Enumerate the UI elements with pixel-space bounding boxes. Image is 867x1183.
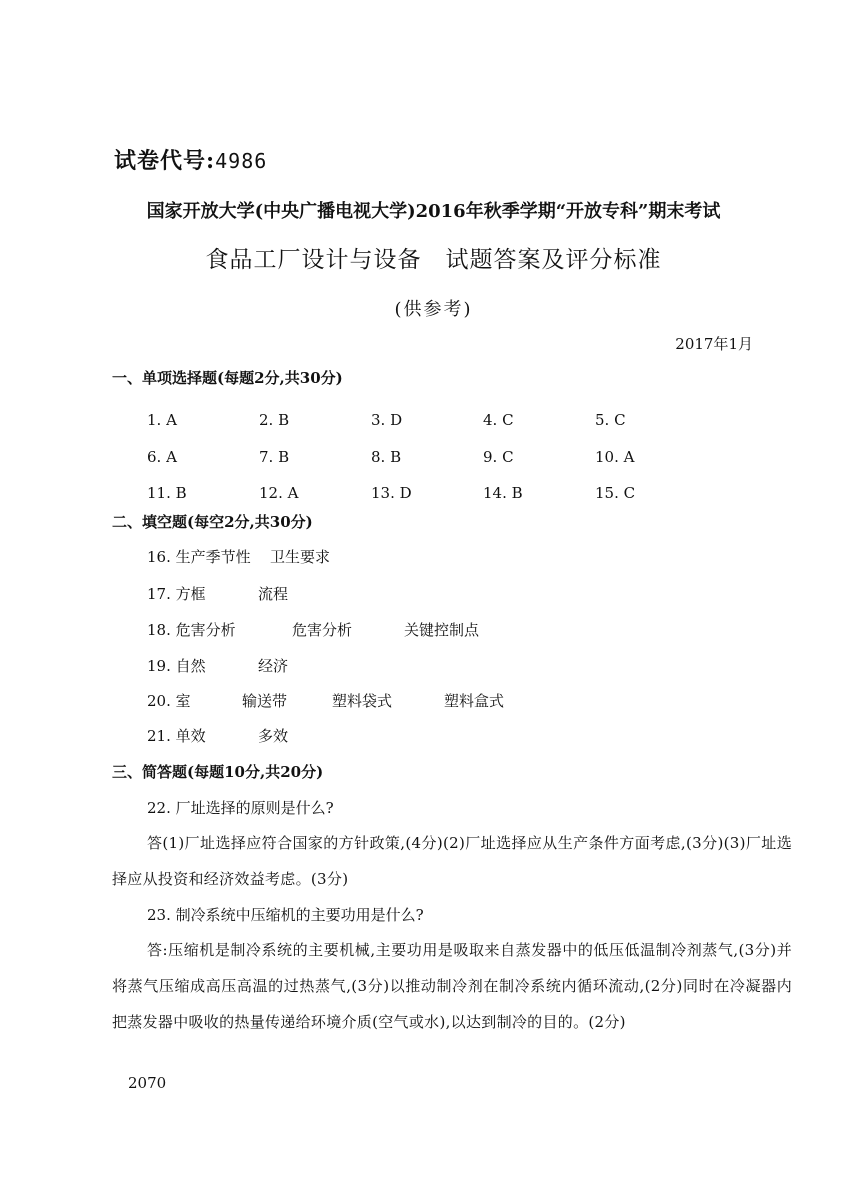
- exam-date: 2017年1月: [675, 335, 753, 353]
- section-heading-single-choice: 一、单项选择题(每题2分,共30分): [112, 369, 343, 387]
- page-number: 2070: [128, 1074, 167, 1092]
- blank-answer: 多效: [258, 727, 289, 745]
- blank-answer: 塑料盒式: [444, 692, 505, 710]
- blank-answer: 关键控制点: [404, 621, 480, 639]
- blank-answer: 16. 生产季节性: [147, 548, 251, 566]
- answer-item: 7. B: [259, 447, 290, 466]
- exam-title: 国家开放大学(中央广播电视大学)2016年秋季学期“开放专科”期末考试: [146, 201, 721, 222]
- answer-item: 5. C: [595, 411, 626, 430]
- answer-item: 13. D: [371, 484, 412, 503]
- answer-row: [147, 475, 707, 512]
- reference-note: (供参考): [394, 299, 473, 320]
- blank-answer: 卫生要求: [270, 548, 331, 566]
- answer-22: 答(1)厂址选择应符合国家的方针政策,(4分)(2)厂址选择应从生产条件方面考虑,(3分)(3)厂址选择应从投资和经济效益考虑。(3分): [112, 834, 792, 888]
- section-heading-fill-blank: 二、填空题(每空2分,共30分): [112, 513, 313, 531]
- blank-answer: 输送带: [242, 692, 288, 710]
- fill-answer-21: [147, 725, 288, 746]
- paper-code: [114, 144, 267, 175]
- blank-answer: 塑料袋式: [332, 692, 393, 710]
- answer-item: 9. C: [483, 447, 514, 466]
- blank-answer: 19. 自然: [147, 657, 206, 675]
- fill-answer-19: [147, 655, 288, 676]
- fill-answer-20: [147, 690, 504, 711]
- blank-answer: 危害分析: [292, 621, 353, 639]
- paper-code-label: 试卷代号:: [114, 148, 216, 174]
- fill-answer-18: [147, 619, 479, 640]
- answer-item: 2. B: [259, 411, 290, 430]
- question-22: 22. 厂址选择的原则是什么?: [147, 799, 334, 817]
- answer-item: 10. A: [595, 447, 635, 466]
- answer-item: 1. A: [147, 411, 177, 430]
- answer-item: 6. A: [147, 447, 177, 466]
- answer-item: 12. A: [259, 484, 299, 503]
- blank-answer: 经济: [258, 657, 289, 675]
- question-23: 23. 制冷系统中压缩机的主要功用是什么?: [147, 906, 424, 924]
- answer-item: 3. D: [371, 411, 403, 430]
- subject-title: 食品工厂设计与设备 试题答案及评分标准: [205, 247, 662, 273]
- answer-item: 15. C: [595, 484, 636, 503]
- blank-answer: 18. 危害分析: [147, 621, 236, 639]
- answer-item: 8. B: [371, 447, 402, 466]
- section-heading-short-answer: 三、简答题(每题10分,共20分): [112, 763, 324, 781]
- answer-item: 4. C: [483, 411, 514, 430]
- answer-item: 11. B: [147, 484, 187, 503]
- answer-row: [147, 439, 707, 476]
- blank-answer: 20. 室: [147, 692, 191, 710]
- fill-answer-17: [147, 583, 288, 604]
- answer-row: [147, 402, 707, 439]
- paper-code-number: 4986: [215, 149, 268, 173]
- single-choice-answers: [147, 402, 707, 512]
- blank-answer: 21. 单效: [147, 727, 206, 745]
- fill-answer-16: [147, 546, 330, 567]
- answer-23: 答:压缩机是制冷系统的主要机械,主要功用是吸取来自蒸发器中的低压低温制冷剂蒸气,(3分)并将蒸气压缩成高压高温的过热蒸气,(3分)以推动制冷剂在制冷系统内循环流动,(2分)同时在冷凝器内把蒸发器中吸收的热量传递给环境介质(空气或水),以达到制冷的目的。(2分): [112, 941, 792, 1031]
- answer-item: 14. B: [483, 484, 523, 503]
- blank-answer: 17. 方框: [147, 585, 206, 603]
- blank-answer: 流程: [258, 585, 289, 603]
